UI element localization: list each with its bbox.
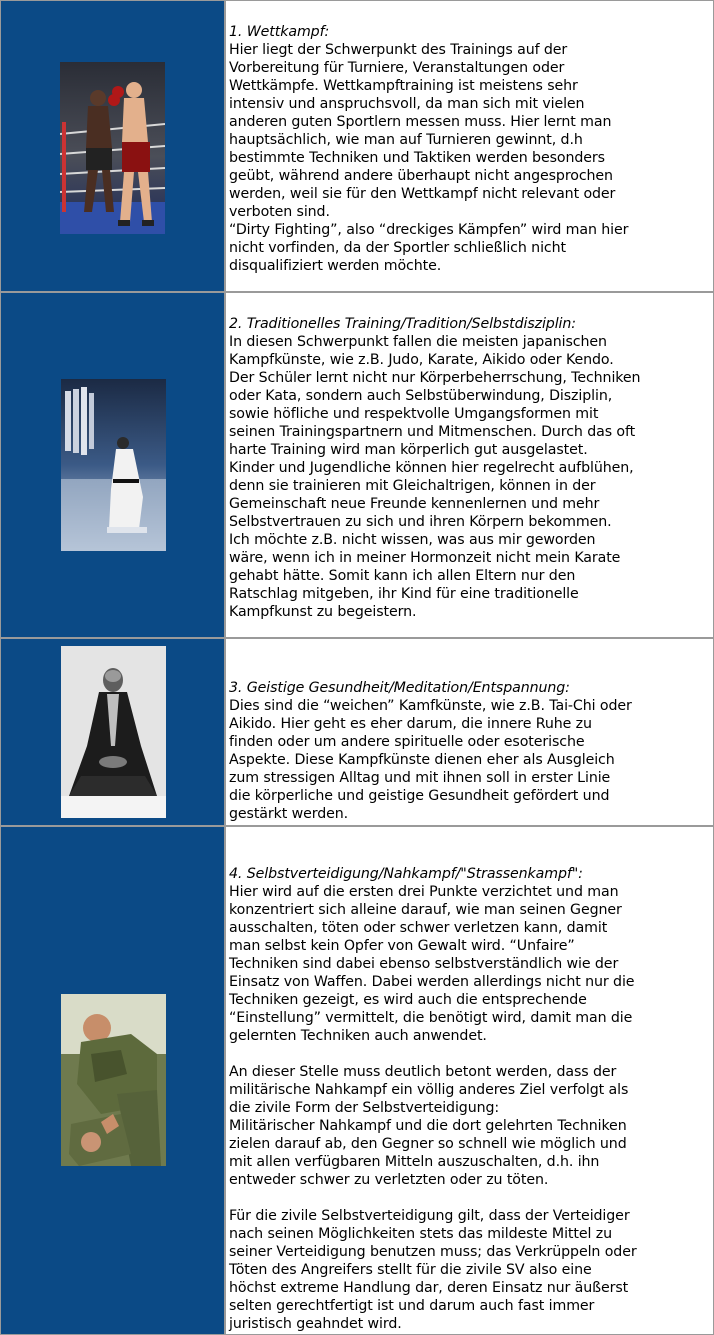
section-title: 4. Selbstverteidigung/Nahkampf/"Strassenkampf": — [229, 866, 583, 882]
section-title: 3. Geistige Gesundheit/Meditation/Entspannung: — [229, 680, 570, 696]
section-body: Hier wird auf die ersten drei Punkte verzichtet und man konzentriert sich alleine darauf, wie man seinen Gegner ausschalten, töten oder schwer verletzen kann, damit man selbst kein Opfer von Gewalt wird. “Unfaire” Techniken sind dabei ebenso selbstverständlich wie der Einsatz von Waffen. Dabei werden allerdings nicht nur die Techniken gezeigt, es wird auch die entsprechende “Einstellung” vermittelt, die benötigt wird, damit man die gelernten Techniken auch anwendet. An dieser Stelle muss deutlich betont werden, dass der militärische Nahkampf ein völlig anderes Ziel verfolgt als die zivile Form der Selbstverteidigung: Militärischer Nahkampf und die dort gelehrten Techniken zielen darauf ab, den Gegner so schnell wie möglich und mit allen verfügbaren Mitteln auszuschalten, d.h. ihn entweder schwer zu verletzten oder zu töten. Für die zivile Selbstverteidigung gilt, dass der Verteidiger nach seinen Möglichkeiten stets das mildeste Mittel zu seiner Verteidigung benutzen muss; das Verkrüppeln oder Töten des Angreifers stellt für die zivile SV also eine höchst extreme Handlung dar, deren Einsatz nur äußerst selten gerechtfertigt ist und darum auch fast immer juristisch geahndet wird. — [229, 884, 637, 1332]
section-body: In diesen Schwerpunkt fallen die meisten japanischen Kampfkünste, wie z.B. Judo, Karate, Aikido oder Kendo. Der Schüler lernt nicht nur Körperbeherrschung, Techniken oder Kata, sondern auch Selbstüberwindung, Disziplin, sowie höfliche und respektvolle Umgangsformen mit seinen Trainingspartnern und Mitmenschen. Durch das oft harte Training wird man körperlich gut ausgelastet. Kinder und Jugendliche können hier regelrecht aufblühen, denn sie trainieren mit Gleichaltrigen, können in der Gemeinschaft neue Freunde kennenlernen und mehr Selbstvertrauen zu sich und ihren Körpern bekommen. Ich möchte z.B. nicht wissen, was aus mir geworden wäre, wenn ich in meiner Hormonzeit nicht mein Karate gehabt hätte. Somit kann ich allen Eltern nur den Ratschlag mitgeben, ihr Kind für eine traditionelle Kampfkunst zu begeistern. — [229, 334, 641, 620]
section-text — [229, 661, 711, 823]
table-row — [0, 1, 714, 291]
military-combat-photo — [61, 994, 166, 1166]
table-row — [0, 639, 714, 825]
image-cell — [1, 639, 224, 825]
image-cell — [1, 827, 224, 1334]
section-title: 1. Wettkampf: — [229, 24, 330, 40]
table-row — [0, 827, 714, 1334]
section-body: Hier liegt der Schwerpunkt des Trainings auf der Vorbereitung für Turniere, Veranstaltungen oder Wettkämpfe. Wettkampftraining ist meistens sehr intensiv und anspruchsvoll, da man sich mit vielen anderen guten Sportlern messen muss. Hier lernt man hauptsächlich, wie man auf Turnieren gewinnt, d.h bestimmte Techniken und Taktiken werden besonders geübt, während andere überhaupt nicht angesprochen werden, weil sie für den Wettkampf nicht relevant oder verboten sind. “Dirty Fighting”, also “dreckiges Kämpfen” wird man hier nicht vorfinden, da der Sportler schließlich nicht disqualifiziert werden möchte. — [229, 42, 629, 274]
section-text — [229, 847, 711, 1333]
kneeling-martial-artist-photo — [61, 379, 166, 551]
section-body: Dies sind die “weichen” Kamfkünste, wie z.B. Tai-Chi oder Aikido. Hier geht es eher darum, die innere Ruhe zu finden oder um andere spirituelle oder esoterische Aspekte. Diese Kampfkünste dienen eher als Ausgleich zum stressigen Alltag und mit ihnen soll in erster Linie die körperliche und geistige Gesundheit gefördert und gestärkt werden. — [229, 698, 632, 822]
text-cell — [226, 827, 713, 1334]
image-cell — [1, 1, 224, 291]
table-row — [0, 293, 714, 637]
text-cell — [226, 1, 713, 291]
boxing-ring-photo — [60, 62, 165, 234]
section-text — [229, 297, 711, 621]
image-cell — [1, 293, 224, 637]
section-title: 2. Traditionelles Training/Tradition/Selbstdisziplin: — [229, 316, 576, 332]
meditating-master-photo — [61, 646, 166, 818]
text-cell — [226, 293, 713, 637]
text-cell — [226, 639, 713, 825]
section-text — [229, 5, 711, 275]
